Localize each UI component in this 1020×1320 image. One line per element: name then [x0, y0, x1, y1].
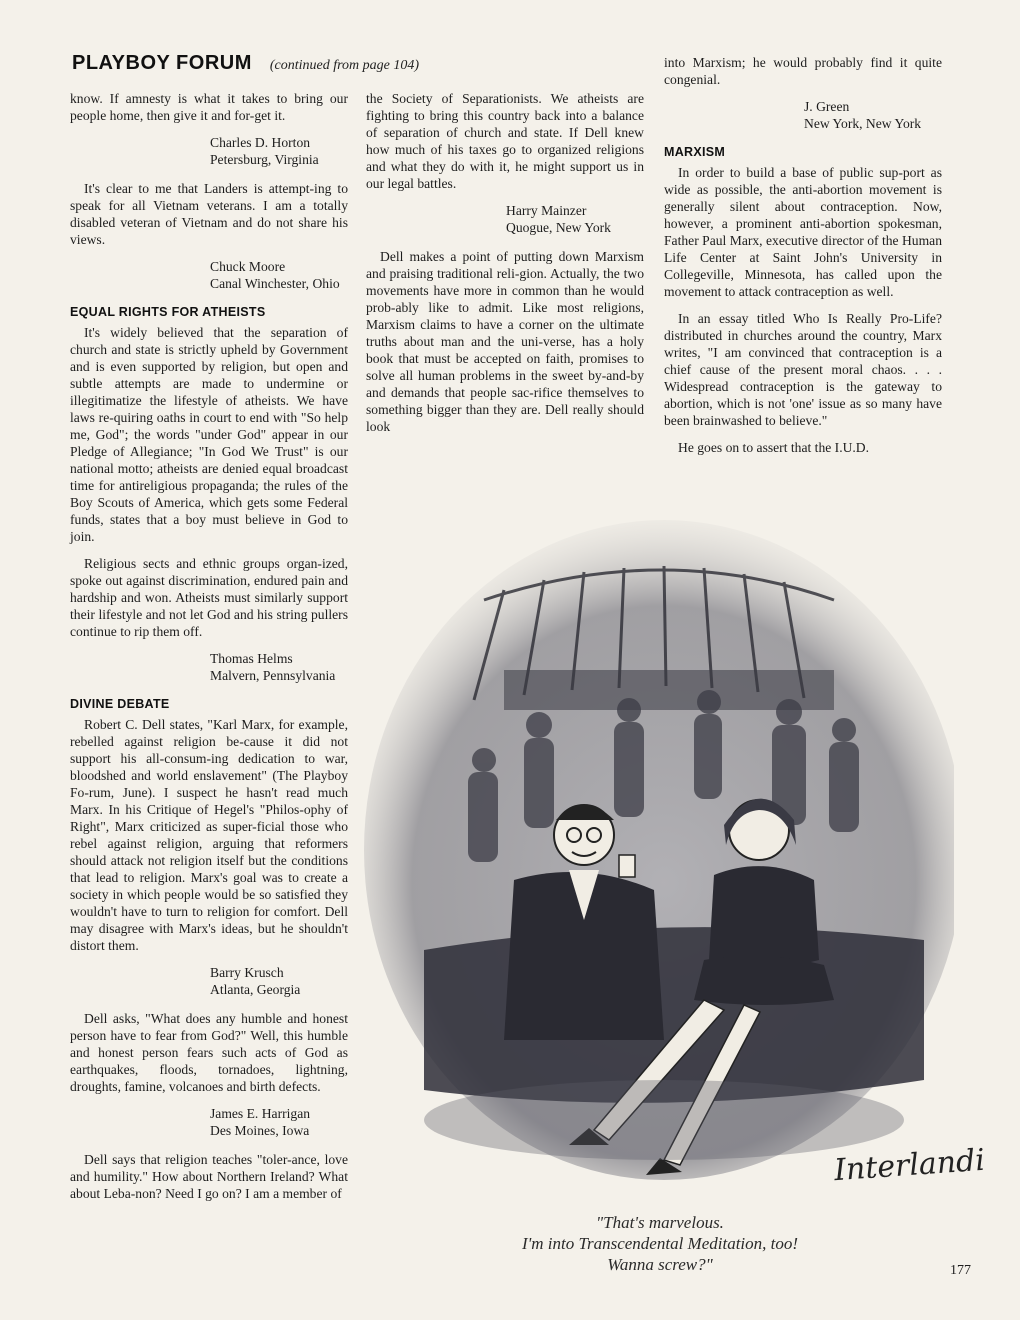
- couch: [424, 927, 924, 1103]
- continued-note: (continued from page 104): [269, 58, 420, 73]
- caption-line: I'm into Transcendental Meditation, too!: [521, 1234, 799, 1253]
- letter-paragraph: Dell asks, "What does any humble and honest person have to fear from God?" Well, this humble and honest person fears such acts of God as earthquakes, floods, tornadoes, lightning, droughts, famine, volcanoes and birth defects.: [70, 1011, 348, 1094]
- letter-signature: [366, 202, 644, 236]
- signature-name: Barry Krusch: [210, 965, 284, 980]
- letter-paragraph: the Society of Separationists. We atheists are fighting to bring this country back into a balance of separation of church and state. If Dell knew how much of his taxes go to organized religions and what they do with it, he might support us in our legal battles.: [366, 91, 644, 191]
- masthead: [72, 52, 419, 82]
- signature-name: James E. Harrigan: [210, 1106, 311, 1121]
- cartoon-illustration: [364, 520, 986, 1200]
- section-heading-atheists: EQUAL RIGHTS FOR ATHEISTS: [70, 305, 266, 319]
- artist-signature: Interlandi: [832, 1142, 986, 1189]
- signature-place: Canal Winchester, Ohio: [210, 276, 340, 291]
- letter-signature: [70, 258, 348, 292]
- column-1: [70, 90, 348, 1212]
- letter-paragraph: Religious sects and ethnic groups organ-ized, spoke out against discrimination, endured pain and hardship and won. Atheists must similarly support their lifestyle and not let God and his string pullers continue to rip them off.: [70, 556, 348, 639]
- signature-place: Petersburg, Virginia: [210, 152, 319, 167]
- caption-line: "That's marvelous.: [596, 1213, 724, 1232]
- section-heading-marxism: MARXISM: [664, 145, 726, 159]
- signature-place: Quogue, New York: [506, 220, 611, 235]
- signature-name: Charles D. Horton: [210, 135, 311, 150]
- letter-paragraph: It's clear to me that Landers is attempt-ing to speak for all Vietnam veterans. I am a totally disabled veteran of Vietnam and do not share his views.: [70, 181, 348, 247]
- signature-place: New York, New York: [804, 116, 922, 131]
- signature-name: J. Green: [804, 99, 850, 114]
- cartoon-drawing: [364, 520, 954, 1200]
- section-heading-debate: DIVINE DEBATE: [70, 697, 170, 711]
- letter-paragraph: In order to build a base of public sup-port as wide as possible, the anti-abortion movement is generally silent about contraception. Now, however, a prominent anti-abortion spokesman, Father Paul Marx, executive director of the Human Life Center at Saint John's University in Collegeville, Minnesota, has called upon the movement to attack contraception as well.: [664, 165, 942, 299]
- column-3: [664, 54, 942, 466]
- letter-signature: [70, 134, 348, 168]
- letter-signature: [70, 650, 348, 684]
- letter-paragraph: know. If amnesty is what it takes to bring our people home, then give it and for-get it.: [70, 91, 348, 123]
- letter-paragraph: Dell says that religion teaches "toler-ance, love and humility." How about Northern Ireland? What about Leba-non? Need I go on? I am a member of: [70, 1152, 348, 1201]
- caption-line: Wanna screw?": [607, 1255, 713, 1274]
- section-title: PLAYBOY FORUM: [72, 52, 252, 74]
- letter-signature: [70, 1105, 348, 1139]
- letter-paragraph: Dell makes a point of putting down Marxism and praising traditional reli-gion. Actually, the two movements have more in common than he would prob-ably like to admit. Like most religions, Marxism claims to have a corner on the ultimate truths about man and the uni-verse, has a holy book that must be accepted on faith, promises to solve all human problems in the sweet by-and-by and demands that people sac-rifice themselves to something bigger than they are. Dell really should look: [366, 249, 644, 434]
- signature-name: Thomas Helms: [210, 651, 293, 666]
- cartoon-caption: [430, 1212, 890, 1275]
- signature-place: Atlanta, Georgia: [210, 982, 301, 997]
- letter-signature: [664, 98, 942, 132]
- letter-paragraph: It's widely believed that the separation of church and state is strictly upheld by Government and is even supported by religion, but open and subtle attempts are made to undermine or illegitimatize the lifestyle of atheists. We have laws re-quiring oaths in court to end with "So help me, God"; the words "under God" appear in our Pledge of Allegiance; "In God We Trust" is our national motto; atheists are denied equal broadcast time for antireligious propaganda; the rules of the Boy Scouts of America, which gets some Federal funds, states that a boy must believe in God to join.: [70, 325, 348, 544]
- signature-place: Des Moines, Iowa: [210, 1123, 310, 1138]
- letter-paragraph: Robert C. Dell states, "Karl Marx, for example, rebelled against religion be-cause it did not support his all-consum-ing dedication to war, bloodshed and world enslavement" (The Playboy Fo-rum, June). I suspect he hasn't read much Marx. In his Critique of Hegel's "Philos-ophy of Right", Marx criticized as super-ficial those who rebel against religion, arguing that reformers should attack not religion itself but the conditions that lead to religion. Marx's goal was to create a society in which people would be so satisfied they wouldn't have to turn to religion for comfort. Dell may disagree with Marx's ideas, but he shouldn't distort them.: [70, 717, 348, 953]
- letter-paragraph: into Marxism; he would probably find it quite congenial.: [664, 55, 942, 87]
- letter-paragraph: In an essay titled Who Is Really Pro-Life? distributed in churches around the country, Marx writes, "I am convinced that contraception is a chief cause of the present moral chaos. . . . Widespread contraception is the gateway to abortion, which is not 'one' issue as so many have been brainwashed to believe.": [664, 311, 942, 428]
- letter-paragraph: He goes on to assert that the I.U.D.: [678, 440, 870, 455]
- letter-signature: [70, 964, 348, 998]
- floor-shadow: [424, 1080, 904, 1160]
- signature-name: Harry Mainzer: [506, 203, 587, 218]
- page-number: 177: [950, 1263, 971, 1278]
- column-2: [366, 90, 644, 445]
- signature-name: Chuck Moore: [210, 259, 286, 274]
- signature-place: Malvern, Pennsylvania: [210, 668, 336, 683]
